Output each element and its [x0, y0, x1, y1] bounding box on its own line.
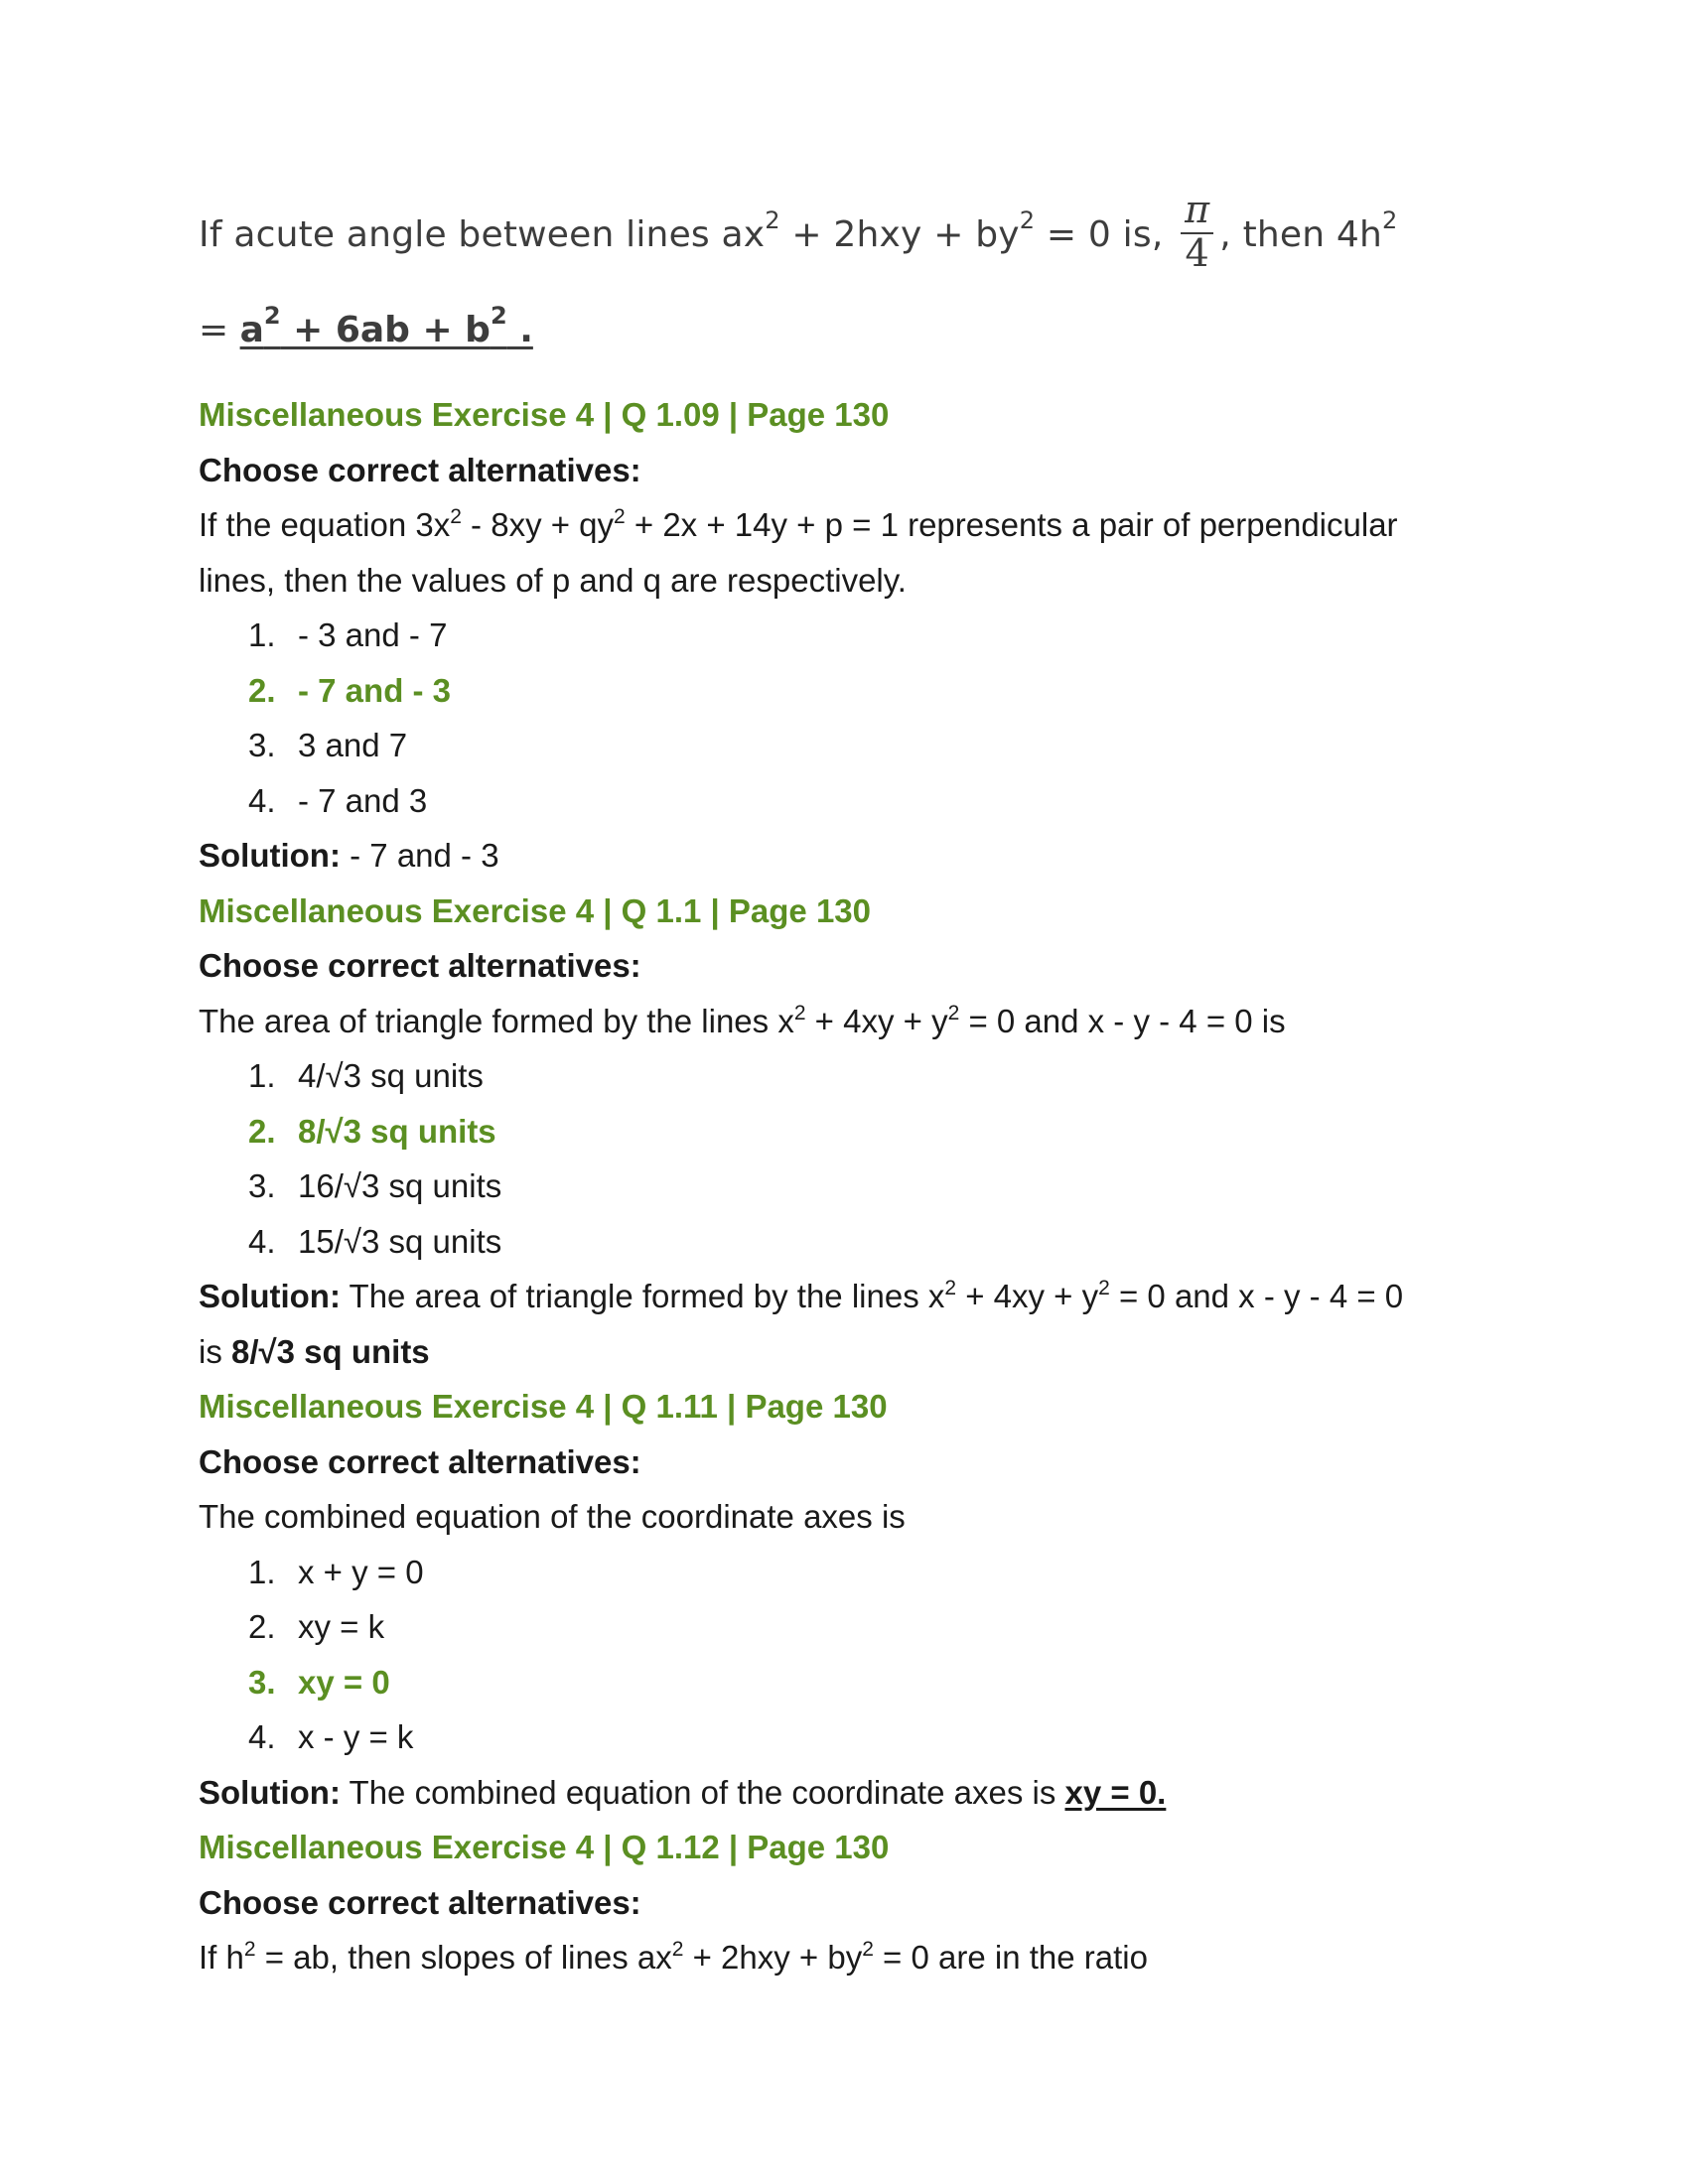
option-number: 3. — [248, 1663, 276, 1701]
intro-question — [199, 188, 1489, 278]
option-item — [199, 1599, 1489, 1655]
option-item — [199, 773, 1489, 829]
option-number: 4. — [248, 1222, 276, 1260]
solution-continued — [199, 1324, 1489, 1380]
question-heading[interactable]: Miscellaneous Exercise 4 | Q 1.1 | Page 130 — [199, 891, 872, 929]
solution-answer: xy = 0. — [1064, 1773, 1167, 1811]
superscript: 2 — [1098, 1277, 1110, 1299]
option-item — [199, 718, 1489, 773]
instruction: Choose correct alternatives: — [199, 451, 641, 488]
option-number: 3. — [248, 727, 276, 763]
question-text-part: - 8xy + qy — [461, 506, 615, 543]
superscript: 2 — [947, 1001, 960, 1024]
option-text: 16/√3 sq units — [298, 1167, 502, 1204]
option-text: - 7 and 3 — [298, 781, 428, 819]
pi-over-four-fraction — [1181, 188, 1213, 275]
solution-label: Solution: — [199, 1278, 341, 1314]
solution-text: = 0 and x - y - 4 = 0 — [1109, 1278, 1404, 1314]
question-heading[interactable]: Miscellaneous Exercise 4 | Q 1.12 | Page 130 — [199, 1829, 890, 1865]
intro-text: = 0 is, — [1035, 213, 1176, 255]
solution-label: Solution: — [199, 1773, 341, 1811]
superscript: 2 — [793, 1001, 806, 1024]
option-text: 8/√3 sq units — [298, 1112, 496, 1150]
option-item-correct — [199, 1655, 1489, 1710]
answer-text: + 6ab + b — [280, 310, 491, 350]
solution-label: Solution: — [199, 837, 341, 874]
equals-sign: = — [199, 310, 240, 350]
option-number: 1. — [248, 616, 276, 653]
question-text-part: = 0 are in the ratio — [873, 1939, 1148, 1976]
option-item — [199, 1709, 1489, 1765]
superscript: 2 — [671, 1938, 684, 1961]
intro-text: If acute angle between lines ax — [199, 213, 766, 255]
option-item-correct — [199, 663, 1489, 719]
superscript: 2 — [490, 302, 507, 330]
question-text — [199, 994, 1489, 1049]
fraction-denominator: 4 — [1185, 230, 1209, 275]
instruction: Choose correct alternatives: — [199, 1442, 641, 1480]
option-text: x - y = k — [298, 1718, 414, 1755]
instruction: Choose correct alternatives: — [199, 947, 641, 984]
question-text-part: + 2x + 14y + p = 1 represents a pair of perpendicular — [625, 506, 1398, 543]
questions-flow — [199, 387, 1489, 1985]
question-heading[interactable]: Miscellaneous Exercise 4 | Q 1.09 | Page 130 — [199, 396, 890, 433]
question-text — [199, 497, 1489, 553]
option-text: - 7 and - 3 — [298, 671, 452, 709]
answer-text: . — [506, 310, 533, 350]
option-text: 15/√3 sq units — [298, 1222, 502, 1260]
solution-answer: 8/√3 sq units — [231, 1332, 430, 1370]
intro-text: , then 4h — [1219, 213, 1383, 255]
question-text-part: The area of triangle formed by the lines x — [199, 1002, 794, 1039]
question-text-part: = 0 and x - y - 4 = 0 is — [959, 1002, 1286, 1039]
solution-text: is — [199, 1332, 231, 1370]
question-text-part: If the equation 3x — [199, 506, 451, 543]
superscript: 2 — [614, 505, 626, 528]
option-text: x + y = 0 — [298, 1553, 424, 1590]
option-item — [199, 1048, 1489, 1104]
option-number: 2. — [248, 671, 276, 709]
question-text-part: = ab, then slopes of lines ax — [255, 1939, 672, 1976]
option-number: 2. — [248, 1608, 276, 1645]
option-number: 4. — [248, 781, 276, 819]
option-number: 3. — [248, 1167, 276, 1204]
option-item — [199, 1214, 1489, 1270]
question-text: The combined equation of the coordinate axes is — [199, 1498, 906, 1535]
superscript: 2 — [862, 1938, 874, 1961]
option-number: 4. — [248, 1718, 276, 1755]
question-text-part: + 4xy + y — [805, 1002, 948, 1039]
intro-text: + 2hxy + by — [779, 213, 1020, 255]
question-heading[interactable]: Miscellaneous Exercise 4 | Q 1.11 | Page 130 — [199, 1388, 888, 1425]
option-text: xy = 0 — [298, 1663, 390, 1701]
superscript: 2 — [1382, 205, 1398, 234]
question-text: lines, then the values of p and q are respectively. — [199, 561, 907, 599]
option-item — [199, 608, 1489, 663]
option-text: 4/√3 sq units — [298, 1057, 484, 1094]
fraction-numerator: π — [1181, 191, 1213, 234]
solution — [199, 1269, 1489, 1324]
option-item — [199, 1159, 1489, 1214]
option-text: - 3 and - 7 — [298, 616, 448, 653]
intro-answer — [199, 302, 533, 350]
superscript: 2 — [944, 1277, 957, 1299]
option-item-correct — [199, 1104, 1489, 1160]
solution-text: The area of triangle formed by the lines x — [340, 1278, 945, 1314]
question-text-part: + 2hxy + by — [683, 1939, 863, 1976]
option-text: 3 and 7 — [298, 727, 408, 763]
superscript: 2 — [765, 205, 780, 234]
option-number: 2. — [248, 1112, 276, 1150]
instruction: Choose correct alternatives: — [199, 1883, 641, 1921]
superscript: 2 — [1019, 205, 1036, 234]
answer-expression — [239, 302, 533, 350]
superscript: 2 — [243, 1938, 256, 1961]
superscript: 2 — [263, 302, 281, 330]
solution-text: The combined equation of the coordinate axes is — [340, 1773, 1065, 1811]
solution — [199, 828, 1489, 884]
solution-text: + 4xy + y — [956, 1278, 1099, 1314]
option-item — [199, 1545, 1489, 1600]
answer-text: a — [239, 310, 264, 350]
option-number: 1. — [248, 1553, 276, 1590]
solution — [199, 1765, 1489, 1821]
solution-text: - 7 and - 3 — [340, 837, 499, 874]
question-text-part: If h — [199, 1939, 244, 1976]
question-text — [199, 1930, 1489, 1985]
option-text: xy = k — [298, 1608, 385, 1645]
option-number: 1. — [248, 1057, 276, 1094]
superscript: 2 — [450, 505, 462, 528]
